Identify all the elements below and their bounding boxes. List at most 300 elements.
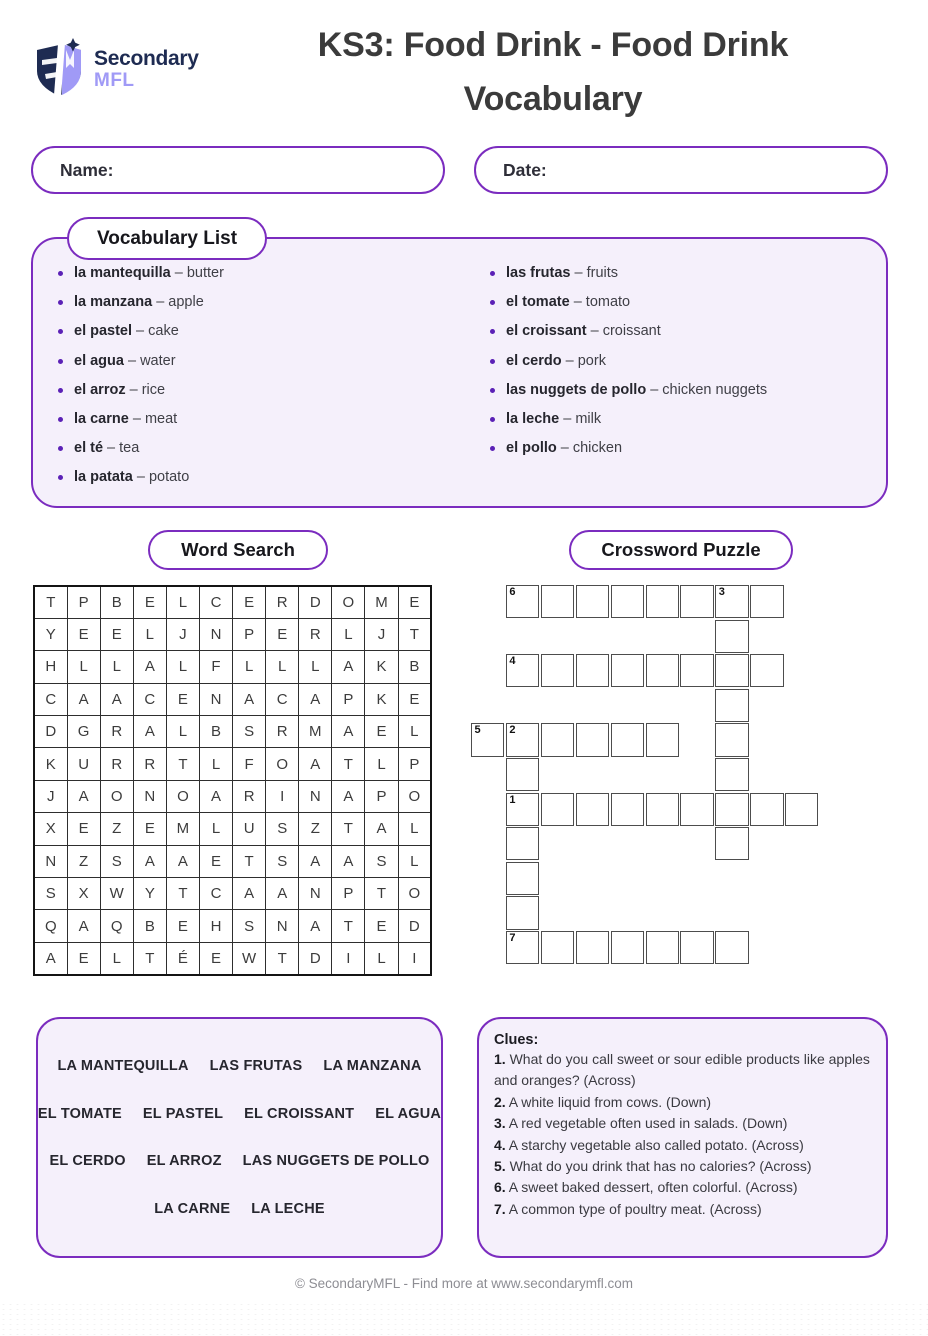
- word-search-cell: P: [67, 586, 100, 618]
- vocab-entry-text: el cerdo – pork: [506, 352, 606, 369]
- word-search-cell: L: [266, 651, 299, 683]
- word-search-cell: C: [34, 683, 67, 715]
- word-search-row: [34, 878, 431, 910]
- word-search-cell: J: [166, 618, 199, 650]
- vocabulary-columns: [33, 239, 886, 499]
- vocab-entry-text: la mantequilla – butter: [74, 265, 224, 281]
- word-search-cell: E: [365, 716, 398, 748]
- word-search-cell: L: [100, 651, 133, 683]
- word-search-word-list: [36, 1017, 443, 1258]
- word-search-cell: T: [398, 618, 431, 650]
- word-search-cell: G: [67, 716, 100, 748]
- vocab-entry-text: el pollo – chicken: [506, 440, 623, 457]
- word-search-cell: O: [398, 878, 431, 910]
- crossword-cell: [506, 862, 539, 895]
- bullet-icon: [58, 446, 63, 451]
- crossword-cell: [506, 793, 539, 826]
- vocabulary-heading: Vocabulary List: [67, 217, 267, 260]
- word-search-row: [34, 780, 431, 812]
- crossword-grid: [471, 585, 827, 969]
- crossword-cell: [541, 585, 574, 618]
- crossword-cell: [715, 585, 748, 618]
- word-search-cell: C: [199, 586, 232, 618]
- vocab-item: [58, 353, 490, 382]
- word-search-cell: L: [365, 748, 398, 780]
- word-search-cell: P: [398, 748, 431, 780]
- word-search-cell: L: [199, 813, 232, 845]
- clue-item: 1. What do you call sweet or sour edible products like apples and oranges? (Across): [494, 1051, 870, 1089]
- word-search-cell: T: [34, 586, 67, 618]
- bullet-icon: [58, 271, 63, 276]
- crossword-cell: [506, 758, 539, 791]
- bullet-icon: [490, 271, 495, 276]
- word-search-cell: E: [166, 910, 199, 942]
- word-search-row: [34, 586, 431, 618]
- crossword-cell: [715, 654, 748, 687]
- word-search-cell: T: [332, 910, 365, 942]
- word-list-word: LAS FRUTAS: [209, 1058, 303, 1075]
- word-search-cell: L: [166, 651, 199, 683]
- crossword-cell: [646, 793, 679, 826]
- footer-credit: © SecondaryMFL - Find more at www.secondarymfl.com: [294, 1276, 634, 1291]
- word-search-cell: Q: [34, 910, 67, 942]
- word-search-cell: L: [398, 845, 431, 877]
- crossword-cell: [576, 723, 609, 756]
- vocab-item: [58, 411, 490, 440]
- word-search-cell: L: [233, 651, 266, 683]
- word-search-cell: E: [100, 618, 133, 650]
- crossword-cell: [541, 723, 574, 756]
- word-search-cell: O: [266, 748, 299, 780]
- word-search-cell: A: [365, 813, 398, 845]
- word-search-cell: A: [34, 942, 67, 974]
- word-search-cell: O: [398, 780, 431, 812]
- vocab-entry-text: el croissant – croissant: [506, 323, 661, 340]
- word-search-cell: L: [398, 813, 431, 845]
- word-search-cell: A: [299, 748, 332, 780]
- word-search-cell: L: [67, 651, 100, 683]
- crossword-cell: [576, 931, 609, 964]
- vocab-entry-text: la carne – meat: [74, 410, 178, 427]
- word-search-cell: T: [233, 845, 266, 877]
- vocab-entry-text: el agua – water: [74, 352, 176, 369]
- word-search-cell: A: [67, 683, 100, 715]
- word-search-cell: F: [233, 748, 266, 780]
- word-search-row: [34, 683, 431, 715]
- word-list-word: EL CROISSANT: [244, 1105, 355, 1122]
- word-search-cell: L: [365, 942, 398, 974]
- word-search-cell: R: [266, 716, 299, 748]
- word-search-row: [34, 716, 431, 748]
- word-search-cell: Y: [133, 878, 166, 910]
- crossword-cell: [646, 585, 679, 618]
- bullet-icon: [490, 446, 495, 451]
- vocab-item: [58, 440, 490, 469]
- word-search-row: [34, 618, 431, 650]
- word-search-cell: S: [233, 910, 266, 942]
- word-list-word: LA CARNE: [154, 1200, 231, 1217]
- word-search-cell: U: [233, 813, 266, 845]
- word-search-cell: T: [332, 748, 365, 780]
- crossword-cell: [750, 585, 783, 618]
- crossword-cell: [506, 723, 539, 756]
- crossword-cell: [715, 793, 748, 826]
- crossword-cell: [611, 931, 644, 964]
- crossword-cell: [506, 827, 539, 860]
- word-search-cell: T: [166, 748, 199, 780]
- word-search-cell: R: [100, 716, 133, 748]
- clues-heading: Clues:: [494, 1032, 539, 1048]
- clues-list: [494, 1049, 870, 1220]
- word-search-cell: Z: [67, 845, 100, 877]
- word-search-cell: S: [233, 716, 266, 748]
- word-search-cell: A: [233, 683, 266, 715]
- word-search-cell: N: [199, 683, 232, 715]
- vocab-item: [58, 265, 490, 294]
- brand-name-top: Secondary: [94, 47, 199, 70]
- word-search-cell: A: [332, 845, 365, 877]
- word-search-cell: Y: [34, 618, 67, 650]
- crossword-cell: [576, 654, 609, 687]
- word-search-cell: A: [67, 780, 100, 812]
- word-list-word: LAS NUGGETS DE POLLO: [242, 1153, 430, 1170]
- crossword-cell: [715, 931, 748, 964]
- vocab-item: [490, 294, 767, 323]
- vocab-column-right: [490, 265, 767, 499]
- vocab-entry-text: las nuggets de pollo – chicken nuggets: [506, 381, 768, 398]
- word-search-cell: T: [266, 942, 299, 974]
- name-field[interactable]: [31, 146, 445, 194]
- word-search-row: [34, 910, 431, 942]
- word-search-cell: I: [332, 942, 365, 974]
- vocab-item: [58, 382, 490, 411]
- clue-item: 2. A white liquid from cows. (Down): [494, 1093, 712, 1110]
- crossword-cell: [646, 654, 679, 687]
- word-search-cell: N: [299, 878, 332, 910]
- crossword-cell: [611, 793, 644, 826]
- crossword-cell: [715, 620, 748, 653]
- word-search-cell: A: [100, 683, 133, 715]
- clue-item: 3. A red vegetable often used in salads. (Down): [494, 1115, 788, 1132]
- word-search-cell: E: [67, 942, 100, 974]
- word-search-cell: N: [34, 845, 67, 877]
- word-search-cell: R: [100, 748, 133, 780]
- word-search-cell: N: [133, 780, 166, 812]
- bullet-icon: [490, 329, 495, 334]
- crossword-cell: [715, 723, 748, 756]
- vocab-item: [490, 265, 767, 294]
- word-search-cell: R: [266, 586, 299, 618]
- bullet-icon: [58, 417, 63, 422]
- clue-item: 4. A starchy vegetable also called potato. (Across): [494, 1136, 804, 1153]
- word-search-row: [34, 813, 431, 845]
- word-search-cell: N: [266, 910, 299, 942]
- word-search-cell: E: [166, 683, 199, 715]
- word-search-cell: A: [233, 878, 266, 910]
- word-search-cell: D: [34, 716, 67, 748]
- clue-item: 5. What do you drink that has no calories? (Across): [494, 1158, 812, 1175]
- word-search-cell: E: [266, 618, 299, 650]
- bullet-icon: [490, 388, 495, 393]
- word-search-cell: H: [34, 651, 67, 683]
- word-search-cell: E: [398, 683, 431, 715]
- word-search-cell: D: [299, 942, 332, 974]
- word-search-cell: E: [398, 586, 431, 618]
- word-search-cell: E: [233, 586, 266, 618]
- crossword-cell: [576, 585, 609, 618]
- word-search-row: [34, 845, 431, 877]
- word-search-cell: B: [100, 586, 133, 618]
- word-search-cell: X: [67, 878, 100, 910]
- word-list-word: EL AGUA: [375, 1105, 442, 1122]
- crossword-cell: [471, 723, 504, 756]
- word-search-grid: [33, 585, 432, 976]
- vocab-entry-text: la manzana – apple: [74, 294, 204, 311]
- crossword-cell: [541, 931, 574, 964]
- word-search-cell: C: [266, 683, 299, 715]
- vocab-entry-text: el pastel – cake: [74, 323, 179, 340]
- name-label: Name:: [60, 159, 114, 180]
- word-search-cell: Q: [100, 910, 133, 942]
- word-search-cell: T: [365, 878, 398, 910]
- word-search-cell: E: [199, 845, 232, 877]
- word-search-cell: O: [332, 586, 365, 618]
- vocab-item: [490, 440, 767, 469]
- word-search-cell: E: [67, 618, 100, 650]
- word-list-line: [37, 1105, 442, 1122]
- word-search-cell: M: [166, 813, 199, 845]
- crossword-cell: [541, 793, 574, 826]
- crossword-cell: [506, 931, 539, 964]
- word-search-cell: F: [199, 651, 232, 683]
- word-search-cell: B: [199, 716, 232, 748]
- word-list-word: EL CERDO: [49, 1153, 126, 1170]
- word-search-cell: A: [332, 651, 365, 683]
- page-title-line1: KS3: Food Drink - Food Drink: [317, 26, 789, 64]
- vocab-entry-text: la patata – potato: [74, 469, 190, 486]
- crossword-cell: [750, 654, 783, 687]
- word-search-cell: R: [133, 748, 166, 780]
- page-title-line2: Vocabulary: [463, 80, 643, 118]
- crossword-heading: Crossword Puzzle: [569, 530, 793, 570]
- word-search-cell: A: [133, 651, 166, 683]
- word-search-cell: W: [100, 878, 133, 910]
- word-search-row: [34, 651, 431, 683]
- word-search-cell: L: [398, 716, 431, 748]
- bullet-icon: [58, 388, 63, 393]
- brand-logo: [33, 38, 199, 100]
- word-search-cell: P: [233, 618, 266, 650]
- date-field[interactable]: [474, 146, 888, 194]
- bullet-icon: [58, 359, 63, 364]
- word-search-cell: J: [34, 780, 67, 812]
- vocab-column-left: [58, 265, 490, 499]
- crossword-cell: [611, 654, 644, 687]
- word-search-cell: A: [332, 780, 365, 812]
- crossword-cell: [506, 896, 539, 929]
- word-search-cell: D: [398, 910, 431, 942]
- word-search-cell: L: [199, 748, 232, 780]
- word-search-cell: P: [365, 780, 398, 812]
- vocab-item: [490, 382, 767, 411]
- crossword-cell: [576, 793, 609, 826]
- word-search-cell: Z: [100, 813, 133, 845]
- crossword-cell: [715, 758, 748, 791]
- word-search-cell: K: [34, 748, 67, 780]
- word-search-cell: O: [166, 780, 199, 812]
- crossword-clue-number: 1: [509, 793, 516, 806]
- vocab-item: [58, 294, 490, 323]
- page-title: [218, 18, 888, 126]
- word-search-cell: R: [233, 780, 266, 812]
- crossword-cell: [715, 689, 748, 722]
- word-search-cell: A: [133, 716, 166, 748]
- word-list-word: LA MANZANA: [323, 1058, 422, 1075]
- word-search-cell: K: [365, 683, 398, 715]
- word-search-cell: L: [299, 651, 332, 683]
- crossword-clue-number: 6: [509, 586, 516, 598]
- word-list-word: EL PASTEL: [142, 1105, 224, 1122]
- brand-name-bottom: MFL: [94, 70, 135, 91]
- bullet-icon: [58, 300, 63, 305]
- word-search-cell: S: [266, 845, 299, 877]
- word-search-cell: N: [199, 618, 232, 650]
- crossword-cell: [646, 723, 679, 756]
- vocab-entry-text: el arroz – rice: [74, 381, 166, 398]
- word-search-cell: M: [299, 716, 332, 748]
- word-search-cell: B: [133, 910, 166, 942]
- vocab-item: [490, 353, 767, 382]
- vocab-item: [490, 323, 767, 352]
- word-search-cell: A: [299, 683, 332, 715]
- word-search-cell: A: [266, 878, 299, 910]
- word-search-cell: S: [34, 878, 67, 910]
- crossword-cell: [506, 654, 539, 687]
- bullet-icon: [58, 329, 63, 334]
- word-search-cell: L: [166, 586, 199, 618]
- word-search-cell: A: [67, 910, 100, 942]
- vocab-item: [58, 469, 490, 498]
- word-search-cell: E: [133, 813, 166, 845]
- word-search-cell: A: [166, 845, 199, 877]
- word-search-cell: S: [100, 845, 133, 877]
- crossword-cell: [611, 723, 644, 756]
- word-search-cell: A: [199, 780, 232, 812]
- vocab-entry-text: el té – tea: [74, 440, 140, 457]
- crossword-clue-number: 4: [509, 655, 516, 668]
- word-search-cell: B: [398, 651, 431, 683]
- word-list-line: [44, 1201, 435, 1217]
- word-search-cell: E: [199, 942, 232, 974]
- word-search-cell: T: [133, 942, 166, 974]
- word-search-heading: Word Search: [148, 530, 328, 570]
- bullet-icon: [490, 417, 495, 422]
- crossword-clue-number: 7: [509, 932, 516, 944]
- word-search-cell: W: [233, 942, 266, 974]
- word-search-cell: E: [365, 910, 398, 942]
- word-search-cell: L: [100, 942, 133, 974]
- word-list-word: EL ARROZ: [146, 1153, 222, 1170]
- word-search-cell: A: [299, 845, 332, 877]
- brand-wordmark: [94, 48, 199, 90]
- crossword-clue-number: 2: [509, 724, 516, 737]
- word-search-cell: S: [365, 845, 398, 877]
- word-search-cell: I: [398, 942, 431, 974]
- word-search-cell: I: [266, 780, 299, 812]
- word-list-word: LA MANTEQUILLA: [57, 1058, 189, 1075]
- word-search-cell: X: [34, 813, 67, 845]
- bullet-icon: [58, 475, 63, 480]
- word-search-cell: E: [67, 813, 100, 845]
- vocab-item: [490, 411, 767, 440]
- word-search-cell: J: [365, 618, 398, 650]
- shield-sm-logo-icon: [33, 38, 87, 100]
- vocab-item: [58, 323, 490, 352]
- word-search-cell: A: [133, 845, 166, 877]
- clue-item: 6. A sweet baked dessert, often colorful. (Across): [494, 1179, 798, 1196]
- vocab-entry-text: las frutas – fruits: [506, 265, 619, 281]
- word-search-cell: H: [199, 910, 232, 942]
- word-search-cell: S: [266, 813, 299, 845]
- word-search-cell: L: [133, 618, 166, 650]
- word-list-word: EL TOMATE: [37, 1105, 122, 1122]
- word-search-cell: D: [299, 586, 332, 618]
- word-search-cell: A: [332, 716, 365, 748]
- word-search-cell: P: [332, 878, 365, 910]
- word-search-cell: U: [67, 748, 100, 780]
- crossword-cell: [680, 654, 713, 687]
- word-search-cell: É: [166, 942, 199, 974]
- word-search-cell: P: [332, 683, 365, 715]
- word-search-cell: R: [299, 618, 332, 650]
- word-search-cell: C: [199, 878, 232, 910]
- word-search-cell: A: [299, 910, 332, 942]
- crossword-cell: [680, 793, 713, 826]
- word-search-cell: T: [332, 813, 365, 845]
- word-search-cell: Z: [299, 813, 332, 845]
- crossword-cell: [715, 827, 748, 860]
- clue-item: 7. A common type of poultry meat. (Across): [494, 1200, 762, 1217]
- word-search-row: [34, 748, 431, 780]
- crossword-clue-number: 5: [474, 724, 481, 737]
- bullet-icon: [490, 359, 495, 364]
- word-list-line: [44, 1058, 435, 1074]
- word-search-cell: M: [365, 586, 398, 618]
- crossword-cell: [541, 654, 574, 687]
- word-search-cell: K: [365, 651, 398, 683]
- crossword-clues-box: [477, 1017, 888, 1258]
- vocab-entry-text: la leche – milk: [506, 410, 602, 427]
- date-label: Date:: [503, 159, 547, 180]
- crossword-cell: [646, 931, 679, 964]
- crossword-cell: [680, 931, 713, 964]
- word-search-cell: T: [166, 878, 199, 910]
- crossword-cell: [611, 585, 644, 618]
- crossword-clue-number: 3: [718, 586, 725, 598]
- crossword-cell: [506, 585, 539, 618]
- word-search-cell: E: [133, 586, 166, 618]
- word-list-word: LA LECHE: [251, 1200, 325, 1217]
- crossword-cell: [750, 793, 783, 826]
- vocabulary-box: [31, 237, 888, 508]
- word-search-cell: C: [133, 683, 166, 715]
- crossword-cell: [680, 585, 713, 618]
- word-search-cell: O: [100, 780, 133, 812]
- word-search-cell: N: [299, 780, 332, 812]
- word-search-cell: L: [166, 716, 199, 748]
- word-list-line: [44, 1153, 435, 1169]
- crossword-cell: [785, 793, 818, 826]
